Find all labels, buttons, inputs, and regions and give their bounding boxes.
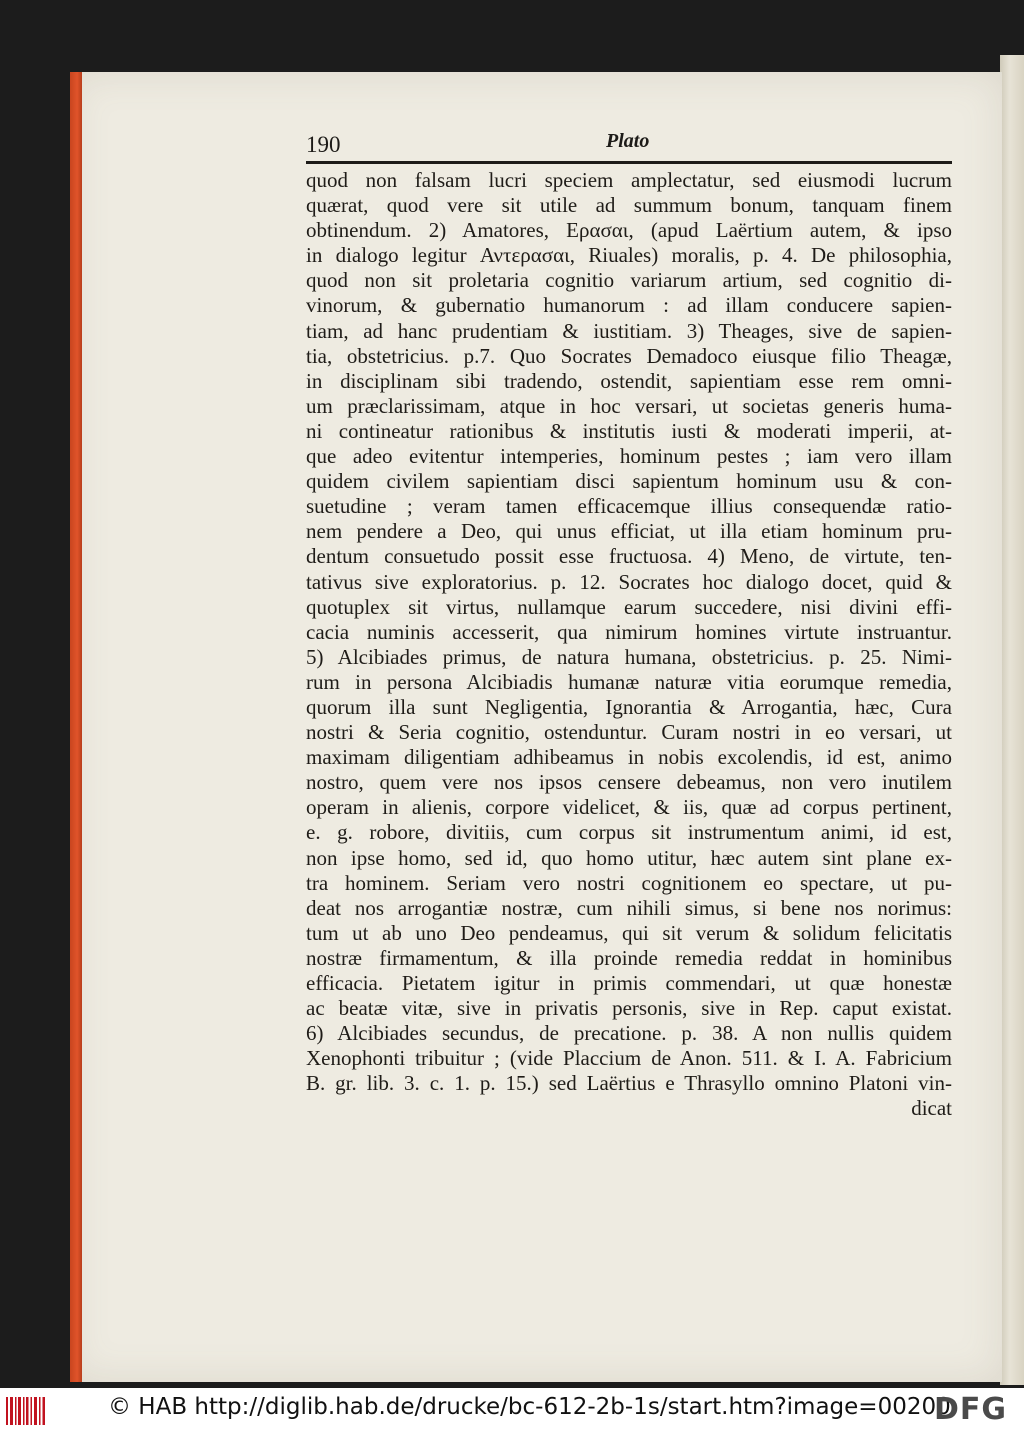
text-line: suetudine ; veram tamen efficacemque illius consequendæ ratio- [306,494,952,519]
text-line: que adeo evitentur intemperies, hominum pestes ; iam vero illam [306,444,952,469]
text-line: dentum consuetudo possit esse fructuosa. 4) Meno, de virtute, ten- [306,544,952,569]
text-line: tiam, ad hanc prudentiam & iustitiam. 3) Theages, sive de sapien- [306,318,952,343]
text-line: nostro, quem vere nos ipsos censere debeamus, non vero inutilem [306,770,952,795]
text-line: ac beatæ vitæ, sive in privatis personis, sive in Rep. caput existat. [306,996,952,1021]
text-line: quod non falsam lucri speciem amplectatur, sed eiusmodi lucrum [306,168,952,192]
page-edge-right [1000,55,1024,1385]
text-line: tia, obstetricius. p.7. Quo Socrates Demadoco eiusque filio Theagæ, [306,343,952,368]
text-line: B. gr. lib. 3. c. 1. p. 15.) sed Laërtius e Thrasyllo omnino Platoni vin- [306,1071,952,1096]
text-line: e. g. robore, divitiis, cum corpus sit instrumentum animi, id est, [306,820,952,845]
dfg-logo: DFG [934,1392,1008,1427]
text-line: non ipse homo, sed id, quo homo utitur, hæc autem sint plane ex- [306,845,952,870]
text-line: cacia numinis accesserit, qua nimirum homines virtute instruantur. [306,619,952,644]
text-line: rum in persona Alcibiadis humanæ naturæ vitia eorumque remedia, [306,669,952,694]
page-number: 190 [306,132,341,157]
text-line: 5) Alcibiades primus, de natura humana, obstetricius. p. 25. Nimi- [306,644,952,669]
text-line: in disciplinam sibi tradendo, ostendit, sapientiam esse rem omni- [306,368,952,393]
text-line: um præclarissimam, atque in hoc versari, ut societas generis huma- [306,393,952,418]
text-line: tativus sive exploratorius. p. 12. Socrates hoc dialogo docet, quid & [306,569,952,594]
text-line: nem pendere a Deo, qui unus efficiat, ut illa etiam hominum pru- [306,519,952,544]
text-line: tum ut ab uno Deo pendeamus, qui sit verum & solidum felicitatis [306,920,952,945]
text-line: deat nos arrogantiæ nostræ, cum nihili simus, si bene nos norimus: [306,895,952,920]
text-line: quotuplex sit virtus, nullamque earum succedere, nisi divini effi- [306,594,952,619]
text-line: operam in alienis, corpore videlicet, & iis, quæ ad corpus pertinent, [306,795,952,820]
body-text [306,168,952,1096]
text-line: vinorum, & gubernatio humanorum : ad illam conducere sapien- [306,293,952,318]
text-line: quod non sit proletaria cognitio variarum artium, sed cognitio di- [306,268,952,293]
hab-barcode-logo-icon [6,1395,46,1427]
text-line: tra hominem. Seriam vero nostri cognitionem eo spectare, ut pu- [306,870,952,895]
text-line: quidem civilem sapientiam disci sapientum hominum usu & con- [306,469,952,494]
text-line: in dialogo legitur Αντερασαι, Riuales) moralis, p. 4. De philosophia, [306,243,952,268]
text-line: quorum illa sunt Negligentia, Ignorantia & Arrogantia, hæc, Cura [306,694,952,719]
running-head: Plato [606,130,650,152]
text-line: ni contineatur rationibus & institutis iusti & moderati imperii, at- [306,418,952,443]
text-line: quærat, quod vere sit utile ad summum bonum, tanquam finem [306,193,952,218]
text-line: 6) Alcibiades secundus, de precatione. p. 38. A non nullis quidem [306,1021,952,1046]
text-line: nostræ firmamentum, & illa proinde remedia reddat in hominibus [306,945,952,970]
text-line: nostri & Seria cognitio, ostenduntur. Curam nostri in eo versari, ut [306,720,952,745]
text-line: obtinendum. 2) Amatores, Ερασαι, (apud Laërtium autem, & ipso [306,218,952,243]
red-page-edge [70,72,82,1382]
catchword: dicat [911,1096,952,1120]
header-rule [306,161,952,164]
text-line: efficacia. Pietatem igitur in primis commendari, ut quæ honestæ [306,971,952,995]
copyright-url[interactable]: © HAB http://diglib.hab.de/drucke/bc-612-2b-1s/start.htm?image=00200 [108,1394,951,1420]
page-header [306,128,952,164]
text-line: Xenophonti tribuitur ; (vide Placcium de Anon. 511. & I. A. Fabricium [306,1046,952,1071]
footer-bar [0,1388,1024,1435]
text-line: maximam diligentiam adhibeamus in nobis excolendis, id est, animo [306,745,952,770]
